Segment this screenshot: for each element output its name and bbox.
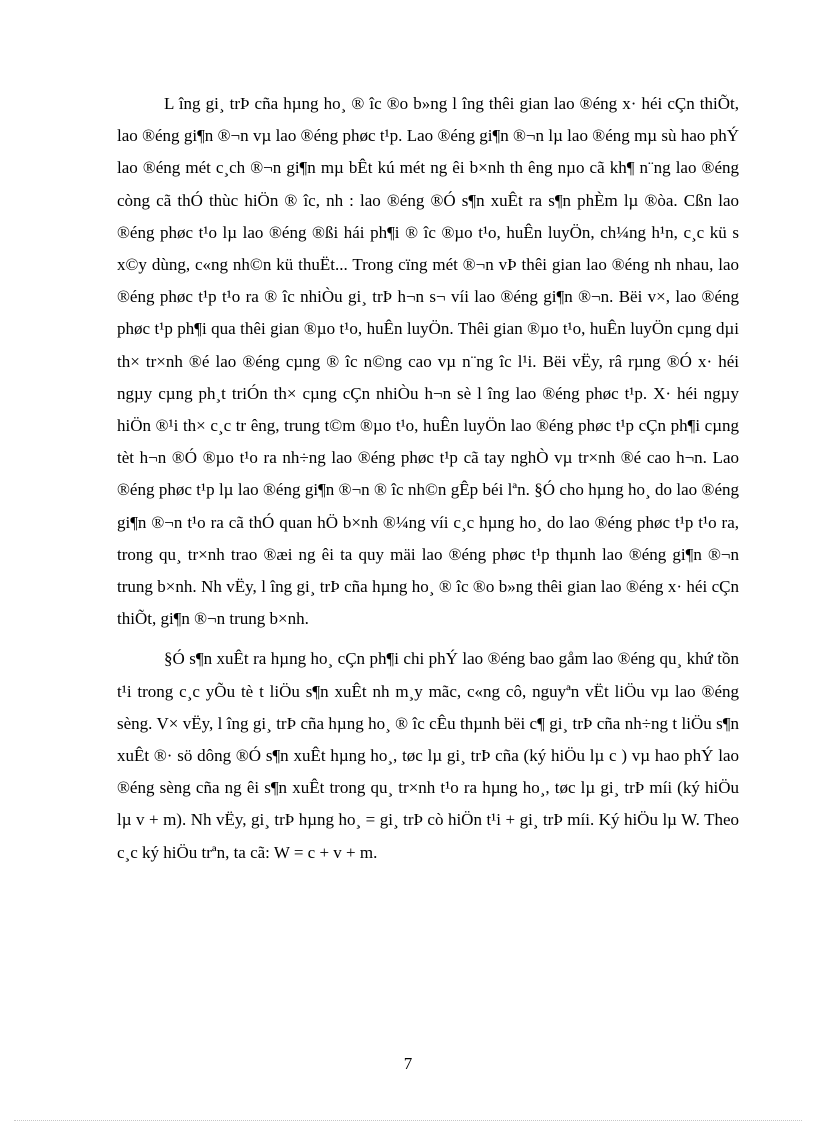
- body-text: [117, 88, 739, 869]
- page-number: 7: [403, 1054, 413, 1073]
- paragraph-1: L îng gi¸ trÞ cña hµng ho¸ ® îc ®o b»ng l îng thêi gian lao ®éng x· héi cÇn thiÕt, lao ®éng gi¶n ®¬n vµ lao ®éng phøc t¹p. Lao ®éng gi¶n ®¬n lµ lao ®éng mµ sù hao phÝ lao ®éng mét c¸ch ®¬n gi¶n mµ bÊt kú mét ng êi b×nh th êng nµo cã kh¶ n¨ng lao ®éng còng cã thÓ thùc hiÖn ® îc, nh : lao ®éng ®Ó s¶n xuÊt ra s¶n phÈm lµ ®òa. Cßn lao ®éng phøc t¹o lµ lao ®éng ®ßi hái ph¶i ® îc ®µo t¹o, huÊn luyÖn, ch¼ng h¹n, c¸c kü s x©y dùng, c«ng nh©n kü thuËt... Trong cïng mét ®¬n vÞ thêi gian lao ®éng nh nhau, lao ®éng phøc t¹p t¹o ra ® îc nhiÒu gi¸ trÞ h¬n s¬ víi lao ®éng gi¶n ®¬n. Bëi v×, lao ®éng phøc t¹p ph¶i qua thêi gian ®µo t¹o, huÊn luyÖn. Thêi gian ®µo t¹o, huÊn luyÖn cµng dµi th× tr×nh ®é lao ®éng cµng ® îc n©ng cao vµ n¨ng îc l¹i. Bëi vËy, râ rµng ®Ó x· héi ngµy cµng ph¸t triÓn th× cµng cÇn nhiÒu h¬n sè l îng lao ®éng phøc t¹p. X· héi ngµy hiÖn ®¹i th× c¸c tr êng, trung t©m ®µo t¹o, huÊn luyÖn lao ®éng phøc t¹p cÇn ph¶i cµng tèt h¬n ®Ó ®µo t¹o ra nh÷ng lao ®éng phøc t¹p cã tay nghÒ vµ tr×nh ®é cao h¬n. Lao ®éng phøc t¹p lµ lao ®éng gi¶n ®¬n ® îc nh©n gÊp béi lªn. §Ó cho hµng ho¸ do lao ®éng gi¶n ®¬n t¹o ra cã thÓ quan hÖ b×nh ®¼ng víi c¸c hµng ho¸ do lao ®éng phøc t¹p t¹o ra, trong qu¸ tr×nh trao ®æi ng êi ta quy mäi lao ®éng phøc t¹p thµnh lao ®éng gi¶n ®¬n trung b×nh. Nh vËy, l îng gi¸ trÞ cña hµng ho¸ ® îc ®o b»ng thêi gian lao ®éng x· héi cÇn thiÕt, gi¶n ®¬n trung b×nh.: [117, 94, 739, 629]
- paragraph-2: §Ó s¶n xuÊt ra hµng ho¸ cÇn ph¶i chi phÝ lao ®éng bao gåm lao ®éng qu¸ khứ tồn t¹i trong c¸c yÕu tè t liÖu s¶n xuÊt nh m¸y mãc, c«ng cô, nguyªn vËt liÖu vµ lao ®éng sèng. V× vËy, l îng gi¸ trÞ cña hµng ho¸ ® îc cÊu thµnh bëi c¶ gi¸ trÞ cña nh÷ng t liÖu s¶n xuÊt ®· sö dông ®Ó s¶n xuÊt hµng ho¸, tøc lµ gi¸ trÞ cña (ký hiÖu lµ c ) vµ hao phÝ lao ®éng sèng cña ng êi s¶n xuÊt trong qu¸ tr×nh t¹o ra hµng ho¸, tøc lµ gi¸ trÞ míi (ký hiÖu lµ v + m). Nh vËy, gi¸ trÞ hµng ho¸ = gi¸ trÞ cò hiÖn t¹i + gi¸ trÞ míi. Ký hiÖu lµ W. Theo c¸c ký hiÖu trªn, ta cã: W = c + v + m.: [117, 649, 739, 862]
- page-bottom-divider: [14, 1120, 802, 1121]
